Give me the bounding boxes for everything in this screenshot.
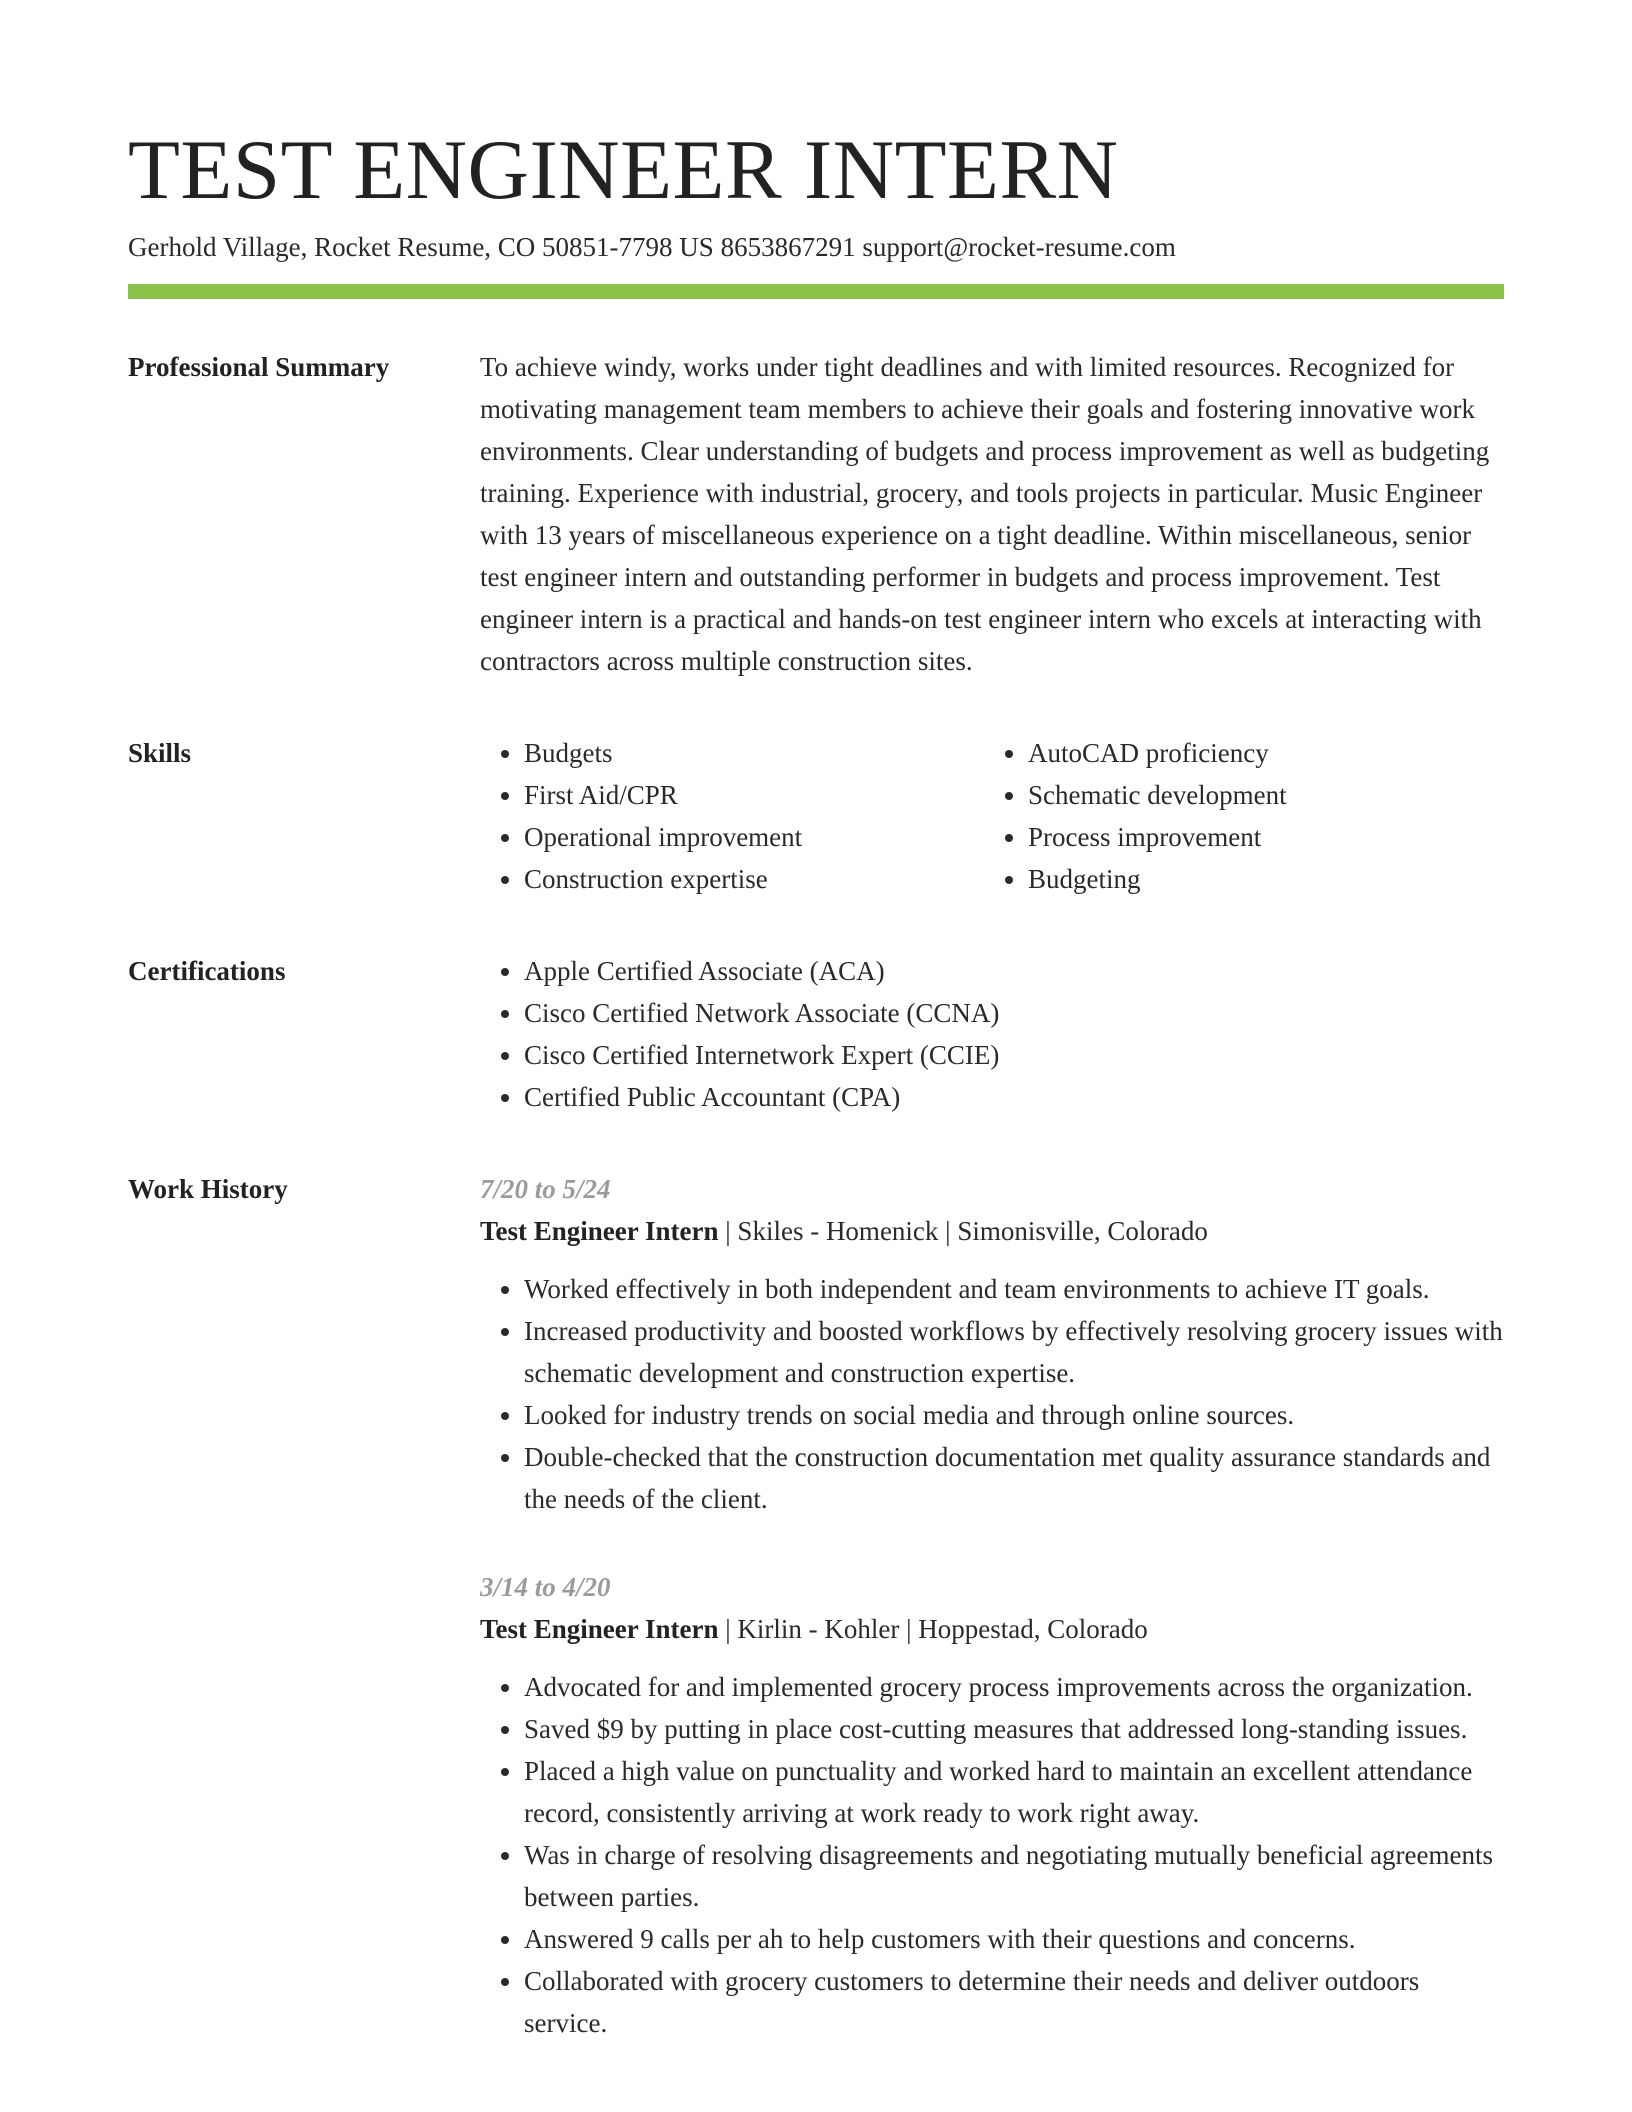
contact-line: Gerhold Village, Rocket Resume, CO 50851-7798 US 8653867291 support@rocket-resume.com — [128, 232, 1176, 262]
job-entry — [480, 1566, 1504, 2044]
job-details: | Kirlin - Kohler | Hoppestad, Colorado — [718, 1614, 1148, 1644]
summary-section — [128, 346, 1504, 682]
job-entry — [480, 1168, 1504, 1520]
job-title-line — [480, 1210, 1504, 1252]
list-item: • Advocated for and implemented grocery process improvements across the organization. — [524, 1666, 1504, 1708]
list-item: • Budgets — [524, 732, 984, 774]
job-title-line — [480, 1608, 1504, 1650]
accent-divider — [128, 284, 1504, 299]
summary-body — [480, 346, 1504, 682]
list-item: • Schematic development — [1028, 774, 1488, 816]
resume-title: TEST ENGINEER INTERN — [128, 123, 1119, 217]
list-item: • Was in charge of resolving disagreements and negotiating mutually beneficial agreements between parties. — [524, 1834, 1504, 1918]
job-bullets — [480, 1268, 1504, 1520]
list-item: • Double-checked that the construction documentation met quality assurance standards and the needs of the client. — [524, 1436, 1504, 1520]
list-item: • Placed a high value on punctuality and worked hard to maintain an excellent attendance record, consistently arriving at work ready to work right away. — [524, 1750, 1504, 1834]
skills-column-right — [984, 732, 1488, 900]
section-label-certifications: Certifications — [128, 956, 286, 986]
list-item: • Worked effectively in both independent and team environments to achieve IT goals. — [524, 1268, 1504, 1310]
section-label-work-history: Work History — [128, 1174, 288, 1204]
list-item: • Budgeting — [1028, 858, 1488, 900]
section-label-skills: Skills — [128, 738, 192, 768]
job-title: Test Engineer Intern — [480, 1216, 719, 1246]
job-date: 3/14 to 4/20 — [480, 1572, 611, 1602]
job-date: 7/20 to 5/24 — [480, 1174, 611, 1204]
list-item: • Process improvement — [1028, 816, 1488, 858]
list-item: • Saved $9 by putting in place cost-cutting measures that addressed long-standing issues. — [524, 1708, 1504, 1750]
list-item: • Operational improvement — [524, 816, 984, 858]
certifications-section — [128, 950, 1504, 1118]
job-title: Test Engineer Intern — [480, 1614, 719, 1644]
skills-list-right — [984, 732, 1488, 900]
section-label-summary: Professional Summary — [128, 352, 390, 382]
list-item: • Apple Certified Associate (ACA) — [524, 950, 1504, 992]
skills-section — [128, 732, 1504, 900]
work-history-body — [480, 1168, 1504, 2044]
list-item: • AutoCAD proficiency — [1028, 732, 1488, 774]
summary-text: To achieve windy, works under tight deadlines and with limited resources. Recognized for motivating management team members to achieve their goals and fostering innovative work environments. Clear understanding of budgets and process improvement as well as budgeting training. Experience with industrial, grocery, and tools projects in particular. Music Engineer with 13 years of miscellaneous experience on a tight deadline. Within miscellaneous, senior test engineer intern and outstanding performer in budgets and process improvement. Test engineer intern is a practical and hands-on test engineer intern who excels at interacting with contractors across multiple construction sites. — [480, 352, 1490, 676]
work-history-section — [128, 1168, 1504, 2044]
list-item: • Looked for industry trends on social media and through online sources. — [524, 1394, 1504, 1436]
resume-page — [128, 0, 1504, 2044]
certifications-list — [480, 950, 1504, 1118]
list-item: • First Aid/CPR — [524, 774, 984, 816]
job-details: | Skiles - Homenick | Simonisville, Colorado — [718, 1216, 1208, 1246]
list-item: • Increased productivity and boosted workflows by effectively resolving grocery issues with schematic development and construction expertise. — [524, 1310, 1504, 1394]
job-bullets — [480, 1666, 1504, 2044]
skills-column-left — [480, 732, 984, 900]
skills-grid — [480, 732, 1504, 900]
list-item: • Construction expertise — [524, 858, 984, 900]
list-item: • Cisco Certified Internetwork Expert (CCIE) — [524, 1034, 1504, 1076]
skills-list-left — [480, 732, 984, 900]
certifications-body — [480, 950, 1504, 1118]
list-item: • Answered 9 calls per ah to help customers with their questions and concerns. — [524, 1918, 1504, 1960]
list-item: • Cisco Certified Network Associate (CCNA) — [524, 992, 1504, 1034]
list-item: • Certified Public Accountant (CPA) — [524, 1076, 1504, 1118]
list-item: • Collaborated with grocery customers to determine their needs and deliver outdoors service. — [524, 1960, 1504, 2044]
